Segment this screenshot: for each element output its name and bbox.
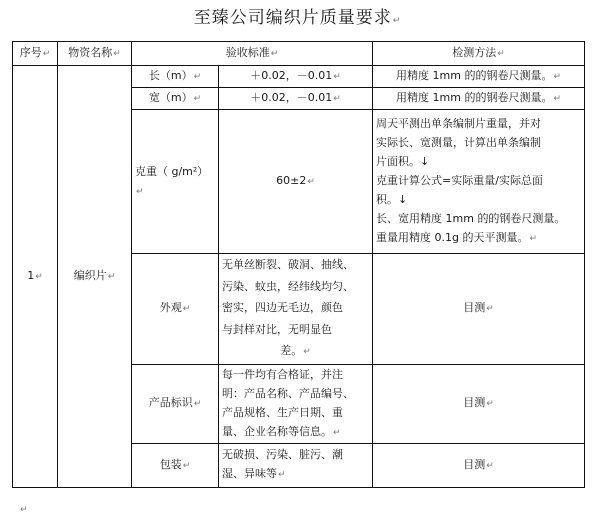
method-line: 重量用精度 0.1g 的天平测量。 [376,231,529,244]
paragraph-mark: ↵ [392,16,402,26]
header-material-cell [58,42,132,66]
standard-line: 污染、蚊虫，经纬线均匀、 [222,279,354,293]
standard-line: 明：产品名称、产品编号、 [222,386,354,400]
method-text: 用精度 1mm 的的钢卷尺测量。 [396,91,553,104]
paragraph-mark: ↵ [553,72,561,82]
standard-cell [219,254,373,365]
attribute-text: 产品标识 [148,396,193,409]
header-index-cell [13,42,58,66]
method-text: 目测 [463,457,486,471]
standard-line: 湿、异味等 [222,467,277,480]
standard-line: 差。 [280,344,303,357]
paragraph-mark: ↵ [486,304,494,315]
attribute-text: 长（m） [148,69,193,82]
quality-requirements-table [12,41,585,488]
attribute-cell [132,88,219,110]
paragraph-mark: ↵ [35,271,43,282]
method-line: 长、宽用精度 1mm 的的钢卷尺测量。 [376,212,566,225]
header-standard-text: 验收标准 [225,46,270,59]
method-text: 目测 [463,301,486,315]
method-cell [373,254,585,365]
method-line: 片面积。↓ [376,155,430,168]
method-cell [373,66,585,88]
paragraph-mark: ↵ [553,94,561,104]
header-method-text: 检测方法 [452,46,497,59]
attribute-text: 宽（m） [148,91,193,104]
attribute-text: 外观 [159,301,182,315]
paragraph-mark: ↵ [42,49,51,59]
standard-line: 与封样对比，无明显色 [222,322,332,336]
standard-line: 产品规格、生产日期、重 [222,405,343,419]
paragraph-mark: ↵ [486,460,494,471]
paragraph-mark: ↵ [486,399,494,409]
index-cell [13,66,58,488]
paragraph-mark: ↵ [307,177,315,187]
paragraph-mark: ↵ [182,304,191,315]
standard-cell [219,110,373,254]
attribute-cell [132,364,219,443]
paragraph-mark: ↵ [278,470,286,480]
header-material-text: 物资名称 [68,46,113,59]
attribute-cell [132,443,219,487]
attribute-text: 克重（ g/m²） [135,164,209,178]
paragraph-mark: ↵ [193,72,202,82]
standard-cell [219,88,373,110]
paragraph-mark: ↵ [113,49,121,59]
attribute-cell [132,66,219,88]
method-line: 实际长、宽测量，计算出单条编制 [376,136,542,149]
standard-line: 每一件均有合格证，并注 [222,367,343,381]
header-standard-cell [132,42,373,66]
document-title [0,6,595,33]
attribute-text: 包装 [159,457,182,471]
method-cell [373,110,585,254]
header-index-text: 序号 [19,46,42,59]
paragraph-mark: ↵ [333,427,341,438]
attribute-cell [132,254,219,365]
material-cell [58,66,132,488]
paragraph-mark: ↵ [333,72,341,82]
material-value-text: 编织片 [73,268,107,282]
paragraph-mark: ↵ [333,94,341,104]
paragraph-mark: ↵ [497,49,505,59]
paragraph-mark: ↵ [193,399,202,409]
document-title-text: 至臻公司编织片质量要求 [193,8,392,28]
standard-cell [219,66,373,88]
end-paragraph-mark: ↵ [20,505,28,515]
standard-line: 无单丝断裂、破洞、抽线、 [222,258,354,271]
method-cell [373,88,585,110]
attribute-cell [132,110,219,254]
paragraph-mark: ↵ [107,271,116,282]
standard-line: 量、企业名称等信息。 [222,424,332,438]
paragraph-mark: ↵ [529,234,538,244]
paragraph-mark: ↵ [193,94,202,104]
standard-line: 密实，四边无毛边，颜色 [222,301,343,314]
paragraph-mark: ↵ [136,186,144,197]
paragraph-mark: ↵ [303,347,311,357]
method-line: 积。↓ [376,193,408,206]
table-row [13,66,585,88]
paragraph-mark: ↵ [270,49,279,59]
method-text: 用精度 1mm 的的钢卷尺测量。 [396,69,553,82]
standard-line: 无破损、污染、脏污、潮 [222,448,343,461]
method-cell [373,364,585,443]
table-header-row [13,42,585,66]
standard-cell [219,443,373,487]
index-value-text: 1 [27,268,35,282]
standard-text: ＋0.02，－0.01 [250,91,333,104]
paragraph-mark: ↵ [182,460,191,471]
standard-text: ＋0.02，－0.01 [250,69,333,82]
standard-text: 60±2 [276,174,307,187]
method-line: 周天平测出单条编制片重量，并对 [376,117,542,130]
method-cell [373,443,585,487]
standard-cell [219,364,373,443]
header-method-cell [373,42,585,66]
method-line: 克重计算公式=实际重量/实际总面 [376,174,543,187]
method-text: 目测 [463,396,486,409]
